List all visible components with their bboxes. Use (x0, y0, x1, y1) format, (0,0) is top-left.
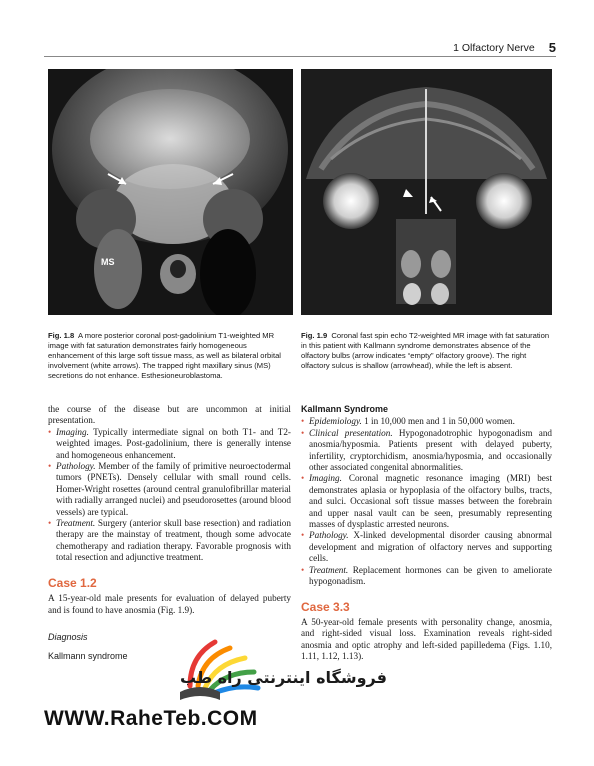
figure-1-8-mri (48, 69, 293, 315)
list-item: • Pathology. Member of the family of primitive neuroectodermal tumors (PNETs). Densely cellular with small round cells. Homer-Wright rosettes (around central granulofibrillar material with radially arranged nuclei) and pseudorosettes (around blood vessels) are typical. (48, 461, 291, 518)
list-item: • Treatment. Replacement hormones can be given to ameliorate hypogonadism. (301, 565, 552, 588)
watermark-logo (40, 631, 290, 754)
figure-1-8-caption (48, 331, 293, 381)
list-item: • Clinical presentation. Hypogonadotrophic hypogonadism and anosmia/hyposmia. Patients present with delayed puberty, infertility, cryptorchidism, anosmia/hyposmia, and occasionally other associated congenital abnormalities. (301, 428, 552, 474)
caption-text: A more posterior coronal post-gadolinium T1-weighted MR image with fat saturation demonstrates fairly homogeneous enhancement of this large soft tissue mass, as well as bilateral orbital involvement (white arrows). The trapped right maxillary sinus (MS) secretions do not enhance. Esthesioneuroblastoma. (48, 331, 281, 380)
watermark-persian-text: فروشگاه اینترنتی راه طب (180, 668, 387, 687)
diagnosis-text: Kallmann syndrome (48, 651, 128, 662)
running-header (453, 40, 556, 55)
header-rule (44, 56, 556, 57)
section-title: 1 Olfactory Nerve (453, 41, 535, 54)
case-3-3-title: Case 3.3 (301, 599, 350, 614)
caption-text: Coronal fast spin echo T2-weighted MR image with fat saturation in this patient with Kallmann syndrome demonstrates absence of the olfactory bulbs (arrow indicates “empty” olfactory groove). The right olfactory sulcus is shallow (arrowhead), while the left is absent. (301, 331, 550, 370)
case-1-2-title: Case 1.2 (48, 575, 97, 590)
figure-1-9-caption (301, 331, 552, 371)
list-item: • Imaging. Coronal magnetic resonance imaging (MRI) best demonstrates aplasia or hypoplasia of the olfactory bulbs, tracts, and sulci. Occasional soft tissue masses between the forebrain and upper nasal vault can be seen, presumably representing masses of dysplastic arrested neurons. (301, 473, 552, 530)
diagnosis-heading: Diagnosis (48, 631, 88, 642)
page-number: 5 (548, 40, 556, 55)
bullet-list (48, 427, 291, 564)
list-item: • Imaging. Typically intermediate signal on both T1- and T2-weighted images. Post-gadolinium, there is generally intense and homogeneous enhancement. (48, 427, 291, 461)
section-heading: Kallmann Syndrome (301, 404, 389, 414)
list-item: • Epidemiology. 1 in 10,000 men and 1 in 50,000 women. (301, 416, 552, 427)
caption-number: Fig. 1.8 (48, 331, 75, 340)
caption-number: Fig. 1.9 (301, 331, 328, 340)
left-column (48, 404, 291, 663)
list-item: • Pathology. X-linked developmental disorder causing abnormal development and migration of olfactory nerves and supporting cells. (301, 530, 552, 564)
list-item: • Treatment. Surgery (anterior skull base resection) and radiation therapy are the mainstay of treatment, though some advocate chemotherapy and radiation therapy. Favorable prognosis with total resection and adjunctive treatment. (48, 518, 291, 564)
figure-1-9-mri (301, 69, 552, 315)
bullet-list (301, 416, 552, 587)
intro-text: the course of the disease but are uncommon at initial presentation. (48, 404, 291, 426)
case-1-2-text: A 15-year-old male presents for evaluation of delayed puberty and is found to have anosmia (Fig. 1.9). (48, 593, 291, 615)
case-3-3-text: A 50-year-old female presents with personality change, anosmia, and right-sided visual loss. Examination reveals right-sided anosmia and optic atrophy and left-sided papilledema (Figs. 1.10, 1.11, 1.12, 1.13). (301, 616, 552, 662)
right-column (301, 404, 552, 663)
ms-label: MS (101, 257, 115, 267)
watermark-url: WWW.RaheTeb.COM (44, 707, 258, 730)
